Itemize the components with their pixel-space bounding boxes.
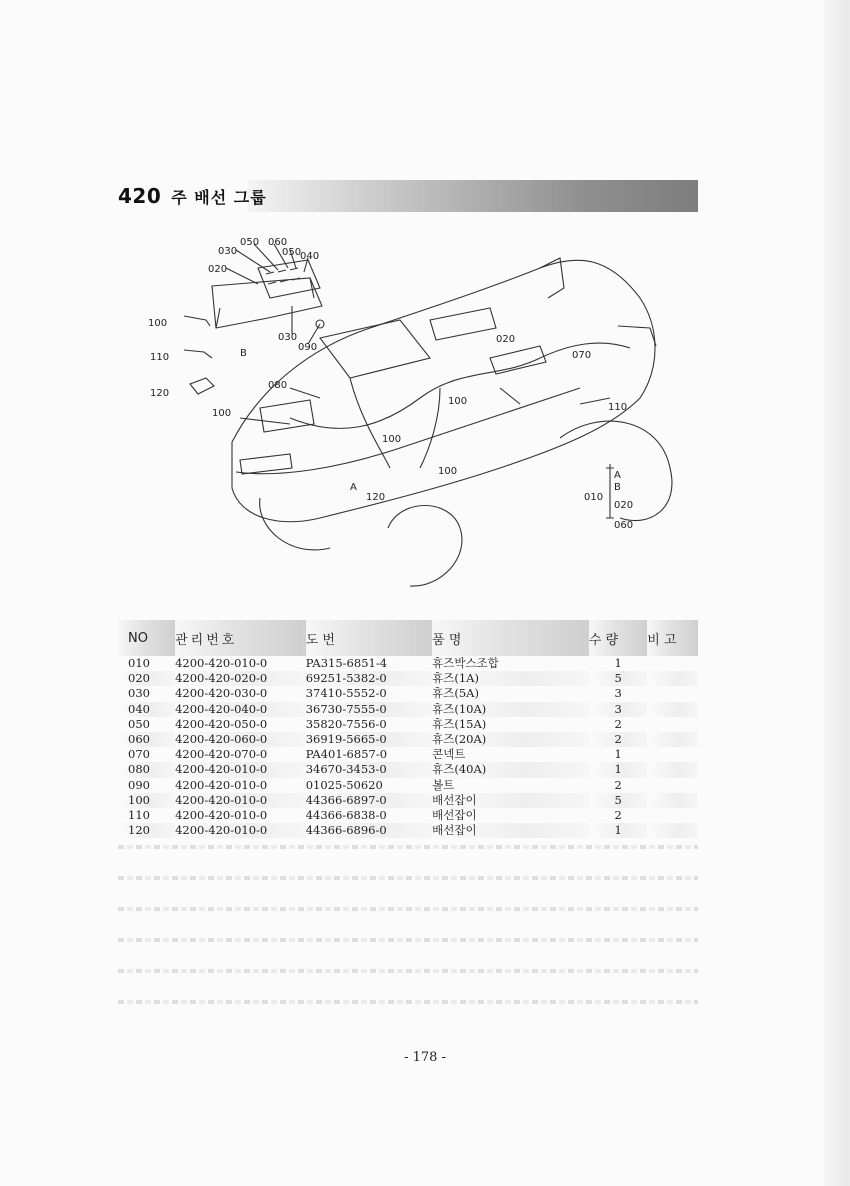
cell-drawing-number: 69251-5382-0 xyxy=(306,671,432,686)
header-part-name: 품 명 xyxy=(432,620,589,656)
cell-quantity: 2 xyxy=(589,732,647,747)
cell-drawing-number: 01025-50620 xyxy=(305,777,383,792)
front-wheel xyxy=(388,506,462,587)
cell-part-name: 휴즈(15A) xyxy=(432,716,487,731)
rear-connector xyxy=(618,326,656,346)
callout-label: 120 xyxy=(366,492,386,503)
callout-label: 050 xyxy=(240,237,260,248)
callout-label: 120 xyxy=(150,388,170,399)
table-row xyxy=(118,747,698,762)
cell-management-number: 4200-420-010-0 xyxy=(175,777,268,792)
dashboard-panel xyxy=(320,320,430,378)
cell-no: 060 xyxy=(118,732,175,747)
table-row xyxy=(118,793,698,808)
callout-label: 020 xyxy=(496,334,516,345)
controller-box xyxy=(490,346,546,374)
table-row xyxy=(118,671,698,686)
cell-quantity: 3 xyxy=(589,702,647,717)
cell-no: 120 xyxy=(118,823,175,838)
cell-part-name: 휴즈박스조합 xyxy=(432,656,499,670)
cell-no: 100 xyxy=(118,793,175,808)
cell-no: 020 xyxy=(118,671,175,686)
cell-management-number: 4200-420-010-0 xyxy=(175,823,306,838)
cell-management-number: 4200-420-010-0 xyxy=(175,808,268,823)
callout-label: 100 xyxy=(382,434,402,445)
callout-label: 020 xyxy=(614,500,634,511)
section-header xyxy=(118,180,698,212)
cell-quantity: 1 xyxy=(589,823,647,838)
cell-note xyxy=(647,732,698,747)
cell-drawing-number: 44366-6896-0 xyxy=(306,823,432,838)
callout-label: 110 xyxy=(150,352,170,363)
wire-clip-110 xyxy=(184,350,212,358)
page-edge-shadow xyxy=(824,0,850,1186)
cell-no: 050 xyxy=(128,716,150,731)
leader-lines-body xyxy=(240,388,610,424)
cell-quantity: 2 xyxy=(614,808,622,823)
scan-noise-line xyxy=(118,938,698,942)
cell-management-number: 4200-420-060-0 xyxy=(175,732,306,747)
scan-noise-line xyxy=(118,907,698,911)
cell-note xyxy=(647,793,698,808)
callout-label: 030 xyxy=(278,332,298,343)
cell-drawing-number: 36919-5665-0 xyxy=(306,732,432,747)
cell-drawing-number: 37410-5552-0 xyxy=(305,686,387,701)
cell-management-number: 4200-420-010-0 xyxy=(175,656,268,670)
scan-noise-line xyxy=(118,845,698,849)
header-quantity: 수 량 xyxy=(589,620,647,656)
cell-quantity: 3 xyxy=(614,686,622,701)
header-drawing-number: 도 번 xyxy=(306,620,432,656)
cell-no: 110 xyxy=(128,808,150,823)
cell-note xyxy=(647,671,698,686)
parts-table xyxy=(118,620,698,838)
callout-label: 030 xyxy=(218,246,238,257)
header-management-number: 관리번호 xyxy=(175,620,306,656)
wire-clip-120 xyxy=(190,378,214,394)
cell-drawing-number: 44366-6897-0 xyxy=(306,793,432,808)
table-row xyxy=(118,808,698,823)
wiring-diagram-svg xyxy=(140,228,700,598)
cell-note xyxy=(647,702,698,717)
cell-quantity: 1 xyxy=(614,747,622,762)
scan-noise-line xyxy=(118,876,698,880)
cell-part-name: 휴즈(5A) xyxy=(432,686,479,701)
harness-branch-2 xyxy=(420,388,440,468)
callout-label: 100 xyxy=(148,318,168,329)
harness-branch-1 xyxy=(350,378,390,468)
callout-label: A xyxy=(350,482,357,493)
cell-drawing-number: PA401-6857-0 xyxy=(305,747,388,762)
cell-no: 040 xyxy=(118,702,175,717)
cell-drawing-number: 44366-6838-0 xyxy=(305,808,387,823)
cell-drawing-number: 34670-3453-0 xyxy=(306,762,432,777)
cell-note xyxy=(647,717,698,732)
callout-label: 100 xyxy=(438,466,458,477)
callout-label: 100 xyxy=(448,396,468,407)
cell-management-number: 4200-420-050-0 xyxy=(175,716,268,731)
cell-quantity: 1 xyxy=(614,656,622,670)
callout-label: B xyxy=(240,348,247,359)
callout-label: 070 xyxy=(572,350,592,361)
callout-label: 060 xyxy=(268,237,288,248)
cell-no: 010 xyxy=(128,656,150,670)
table-row xyxy=(118,762,698,777)
cell-management-number: 4200-420-030-0 xyxy=(175,686,268,701)
wire-clip-100 xyxy=(184,316,210,326)
callout-label: 100 xyxy=(212,408,232,419)
callout-label: 080 xyxy=(268,380,288,391)
callout-label: 110 xyxy=(608,402,628,413)
vehicle-body-line xyxy=(236,388,580,474)
leader-lines-parts xyxy=(226,268,320,344)
cell-no: 070 xyxy=(128,747,150,762)
cell-part-name: 휴즈(40A) xyxy=(432,762,589,777)
cell-drawing-number: 36730-7555-0 xyxy=(306,702,432,717)
cell-management-number: 4200-420-010-0 xyxy=(175,762,306,777)
blank-row-scan-noise xyxy=(118,845,698,1030)
cell-part-name: 배선잡이 xyxy=(432,823,589,838)
cell-note xyxy=(647,747,698,762)
page-number: - 178 - xyxy=(404,1050,446,1065)
cell-note xyxy=(647,686,698,701)
front-light xyxy=(240,454,292,474)
cell-note xyxy=(647,823,698,838)
callout-label: 010 xyxy=(584,492,604,503)
cell-note xyxy=(647,778,698,793)
section-header-bar xyxy=(248,180,698,212)
cell-part-name: 볼트 xyxy=(432,777,455,792)
cell-management-number: 4200-420-020-0 xyxy=(175,671,306,686)
callout-label: 090 xyxy=(298,342,318,353)
wiring-diagram xyxy=(140,228,700,598)
section-title: 주 배선 그룹 xyxy=(171,187,267,207)
callout-label: 040 xyxy=(300,251,320,262)
table-row xyxy=(118,778,698,793)
cell-quantity: 2 xyxy=(614,716,622,731)
table-row xyxy=(118,823,698,838)
callout-label: 050 xyxy=(282,247,302,258)
cell-part-name: 휴즈(10A) xyxy=(432,702,589,717)
cell-note xyxy=(647,762,698,777)
vehicle-body xyxy=(232,260,655,522)
cell-part-name: 배선잡이 xyxy=(432,808,477,823)
scan-noise-line xyxy=(118,1000,698,1004)
callout-label: B xyxy=(614,482,621,493)
table-row xyxy=(118,732,698,747)
leader-lines-ab xyxy=(606,464,614,518)
callout-label: 060 xyxy=(614,520,634,531)
cell-quantity: 5 xyxy=(589,793,647,808)
cell-note xyxy=(647,656,698,671)
meter-cluster xyxy=(430,308,496,340)
section-number: 420 xyxy=(118,184,162,208)
cell-part-name: 배선잡이 xyxy=(432,793,589,808)
callout-label: 020 xyxy=(208,264,228,275)
cell-no: 080 xyxy=(118,762,175,777)
cell-no: 090 xyxy=(128,777,150,792)
cell-quantity: 1 xyxy=(589,762,647,777)
cell-note xyxy=(647,808,698,823)
table-row xyxy=(118,656,698,671)
header-note: 비 고 xyxy=(647,620,698,656)
cell-management-number: 4200-420-070-0 xyxy=(175,747,268,762)
table-row xyxy=(118,702,698,717)
cell-part-name: 휴즈(1A) xyxy=(432,671,589,686)
fuse-box-cover xyxy=(212,278,322,328)
cell-quantity: 2 xyxy=(614,777,622,792)
cell-management-number: 4200-420-040-0 xyxy=(175,702,306,717)
header-no: NO xyxy=(118,620,175,656)
table-row xyxy=(118,717,698,732)
cell-management-number: 4200-420-010-0 xyxy=(175,793,306,808)
cell-part-name: 콘넥트 xyxy=(432,747,466,762)
cell-quantity: 5 xyxy=(589,671,647,686)
cell-no: 030 xyxy=(128,686,150,701)
cell-drawing-number: 35820-7556-0 xyxy=(305,716,387,731)
callout-label: A xyxy=(614,470,621,481)
scan-noise-line xyxy=(118,969,698,973)
cell-part-name: 휴즈(20A) xyxy=(432,732,589,747)
wheel-guard xyxy=(260,498,330,550)
table-row xyxy=(118,686,698,701)
battery xyxy=(260,400,314,432)
cell-drawing-number: PA315-6851-4 xyxy=(305,656,388,670)
table-header-row xyxy=(118,620,698,656)
